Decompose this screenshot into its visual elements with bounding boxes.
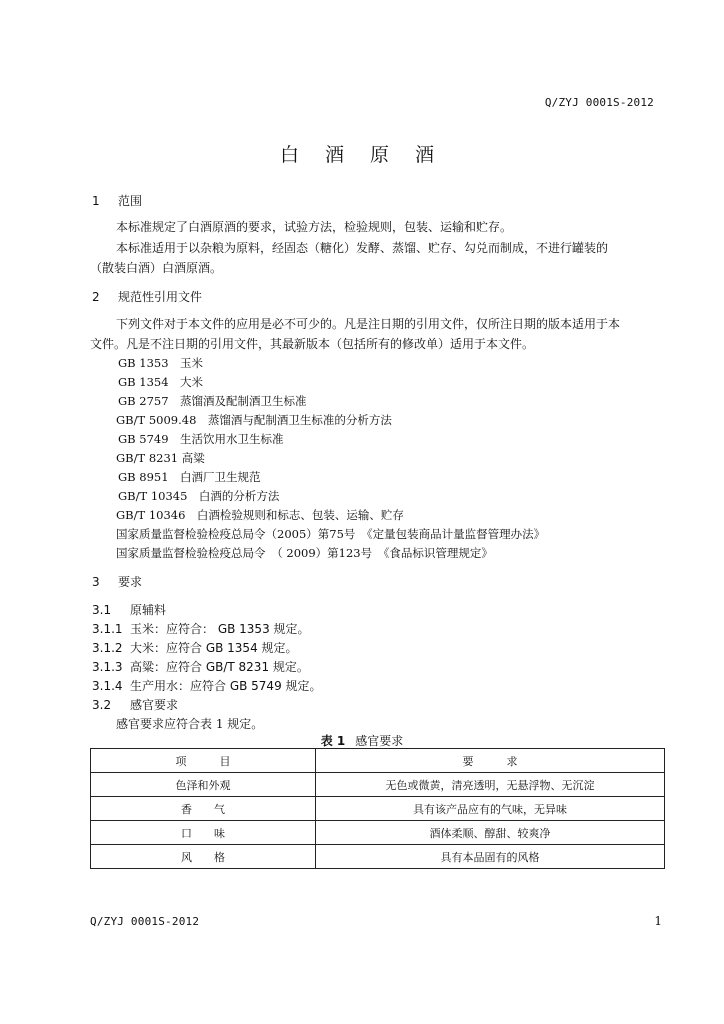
section-1-paragraph-2-line-2: （散装白酒）白酒原酒。 [90,261,223,275]
table-title: 感官要求 [355,734,404,748]
clause-text: 高粱：应符合 GB/T 8231 规定。 [130,660,309,674]
reference-item: 国家质量监督检验检疫总局令（2005）第75号 《定量包装商品计量监督管理办法》 [116,527,546,541]
table-cell: 具有本品固有的风格 [316,845,665,869]
header-standard-code: Q/ZYJ 0001S-2012 [544,96,654,109]
clause-3-1-4 [92,677,322,694]
subsection-number: 3.2 [92,698,112,712]
reference-item: GB/T 10345 白酒的分析方法 [118,489,280,503]
table-header-cell: 要 求 [316,749,665,773]
section-number: 2 [92,290,100,304]
footer-standard-code: Q/ZYJ 0001S-2012 [90,915,200,928]
reference-item: GB/T 5009.48 蒸馏酒与配制酒卫生标准的分析方法 [116,413,392,427]
clause-text: 大米：应符合 GB 1354 规定。 [130,641,298,655]
table-cell: 具有该产品应有的气味，无异味 [316,797,665,821]
section-title: 规范性引用文件 [118,290,203,304]
section-1-heading [92,192,142,209]
section-title: 要求 [118,575,143,589]
table-1-caption [0,732,724,749]
table-row [91,821,665,845]
clause-3-1-3 [92,658,309,675]
table-cell: 酒体柔顺、醇甜、较爽净 [316,821,665,845]
reference-item: GB 1353 玉米 [118,356,204,370]
clause-3-1-1 [92,620,310,637]
section-3-heading [92,573,142,590]
section-2-heading [92,288,202,305]
section-number: 1 [92,194,100,208]
table-cell: 口 味 [91,821,316,845]
subsection-3-2-heading [92,696,178,713]
sensory-requirements-table [90,748,665,869]
table-cell: 色泽和外观 [91,773,316,797]
table-header-row [91,749,665,773]
clause-number: 3.1.2 [92,641,123,655]
reference-item: GB 5749 生活饮用水卫生标准 [118,432,284,446]
reference-item: GB 2757 蒸馏酒及配制酒卫生标准 [118,394,307,408]
clause-3-1-2 [92,639,298,656]
subsection-3-1-heading [92,601,166,618]
table-cell: 风 格 [91,845,316,869]
clause-text: 玉米：应符合： GB 1353 规定。 [130,622,310,636]
clause-text: 生产用水：应符合 GB 5749 规定。 [130,679,322,693]
table-cell: 香 气 [91,797,316,821]
subsection-title: 感官要求 [130,698,179,712]
table-cell: 无色或微黄，清亮透明，无悬浮物、无沉淀 [316,773,665,797]
section-3-2-text: 感官要求应符合表 1 规定。 [116,717,264,731]
clause-number: 3.1.4 [92,679,123,693]
clause-number: 3.1.1 [92,622,123,636]
reference-item: GB/T 8231 高粱 [116,451,205,465]
page-number: 1 [654,914,662,928]
reference-item: 国家质量监督检验检疫总局令 （ 2009）第123号 《食品标识管理规定》 [116,546,493,560]
section-2-paragraph-line-1: 下列文件对于本文件的应用是必不可少的。凡是注日期的引用文件，仅所注日期的版本适用于本 [116,317,621,331]
table-number: 表 1 [320,734,346,748]
reference-item: GB/T 10346 白酒检验规则和标志、包装、运输、贮存 [116,508,404,522]
table-row [91,773,665,797]
reference-item: GB 8951 白酒厂卫生规范 [118,470,261,484]
table-header-cell: 项 目 [91,749,316,773]
section-number: 3 [92,575,100,589]
document-title: 白 酒 原 酒 [279,144,445,166]
section-1-paragraph-1: 本标准规定了白酒原酒的要求，试验方法，检验规则，包装、运输和贮存。 [116,220,513,234]
table-row [91,845,665,869]
section-2-paragraph-line-2: 文件。凡是不注日期的引用文件，其最新版本（包括所有的修改单）适用于本文件。 [90,337,535,351]
subsection-number: 3.1 [92,603,112,617]
section-1-paragraph-2-line-1: 本标准适用于以杂粮为原料，经固态（糖化）发酵、蒸馏、贮存、勾兑而制成，不进行罐装的 [116,241,609,255]
clause-number: 3.1.3 [92,660,123,674]
section-title: 范围 [118,194,143,208]
subsection-title: 原辅料 [130,603,167,617]
reference-item: GB 1354 大米 [118,375,204,389]
table-row [91,797,665,821]
